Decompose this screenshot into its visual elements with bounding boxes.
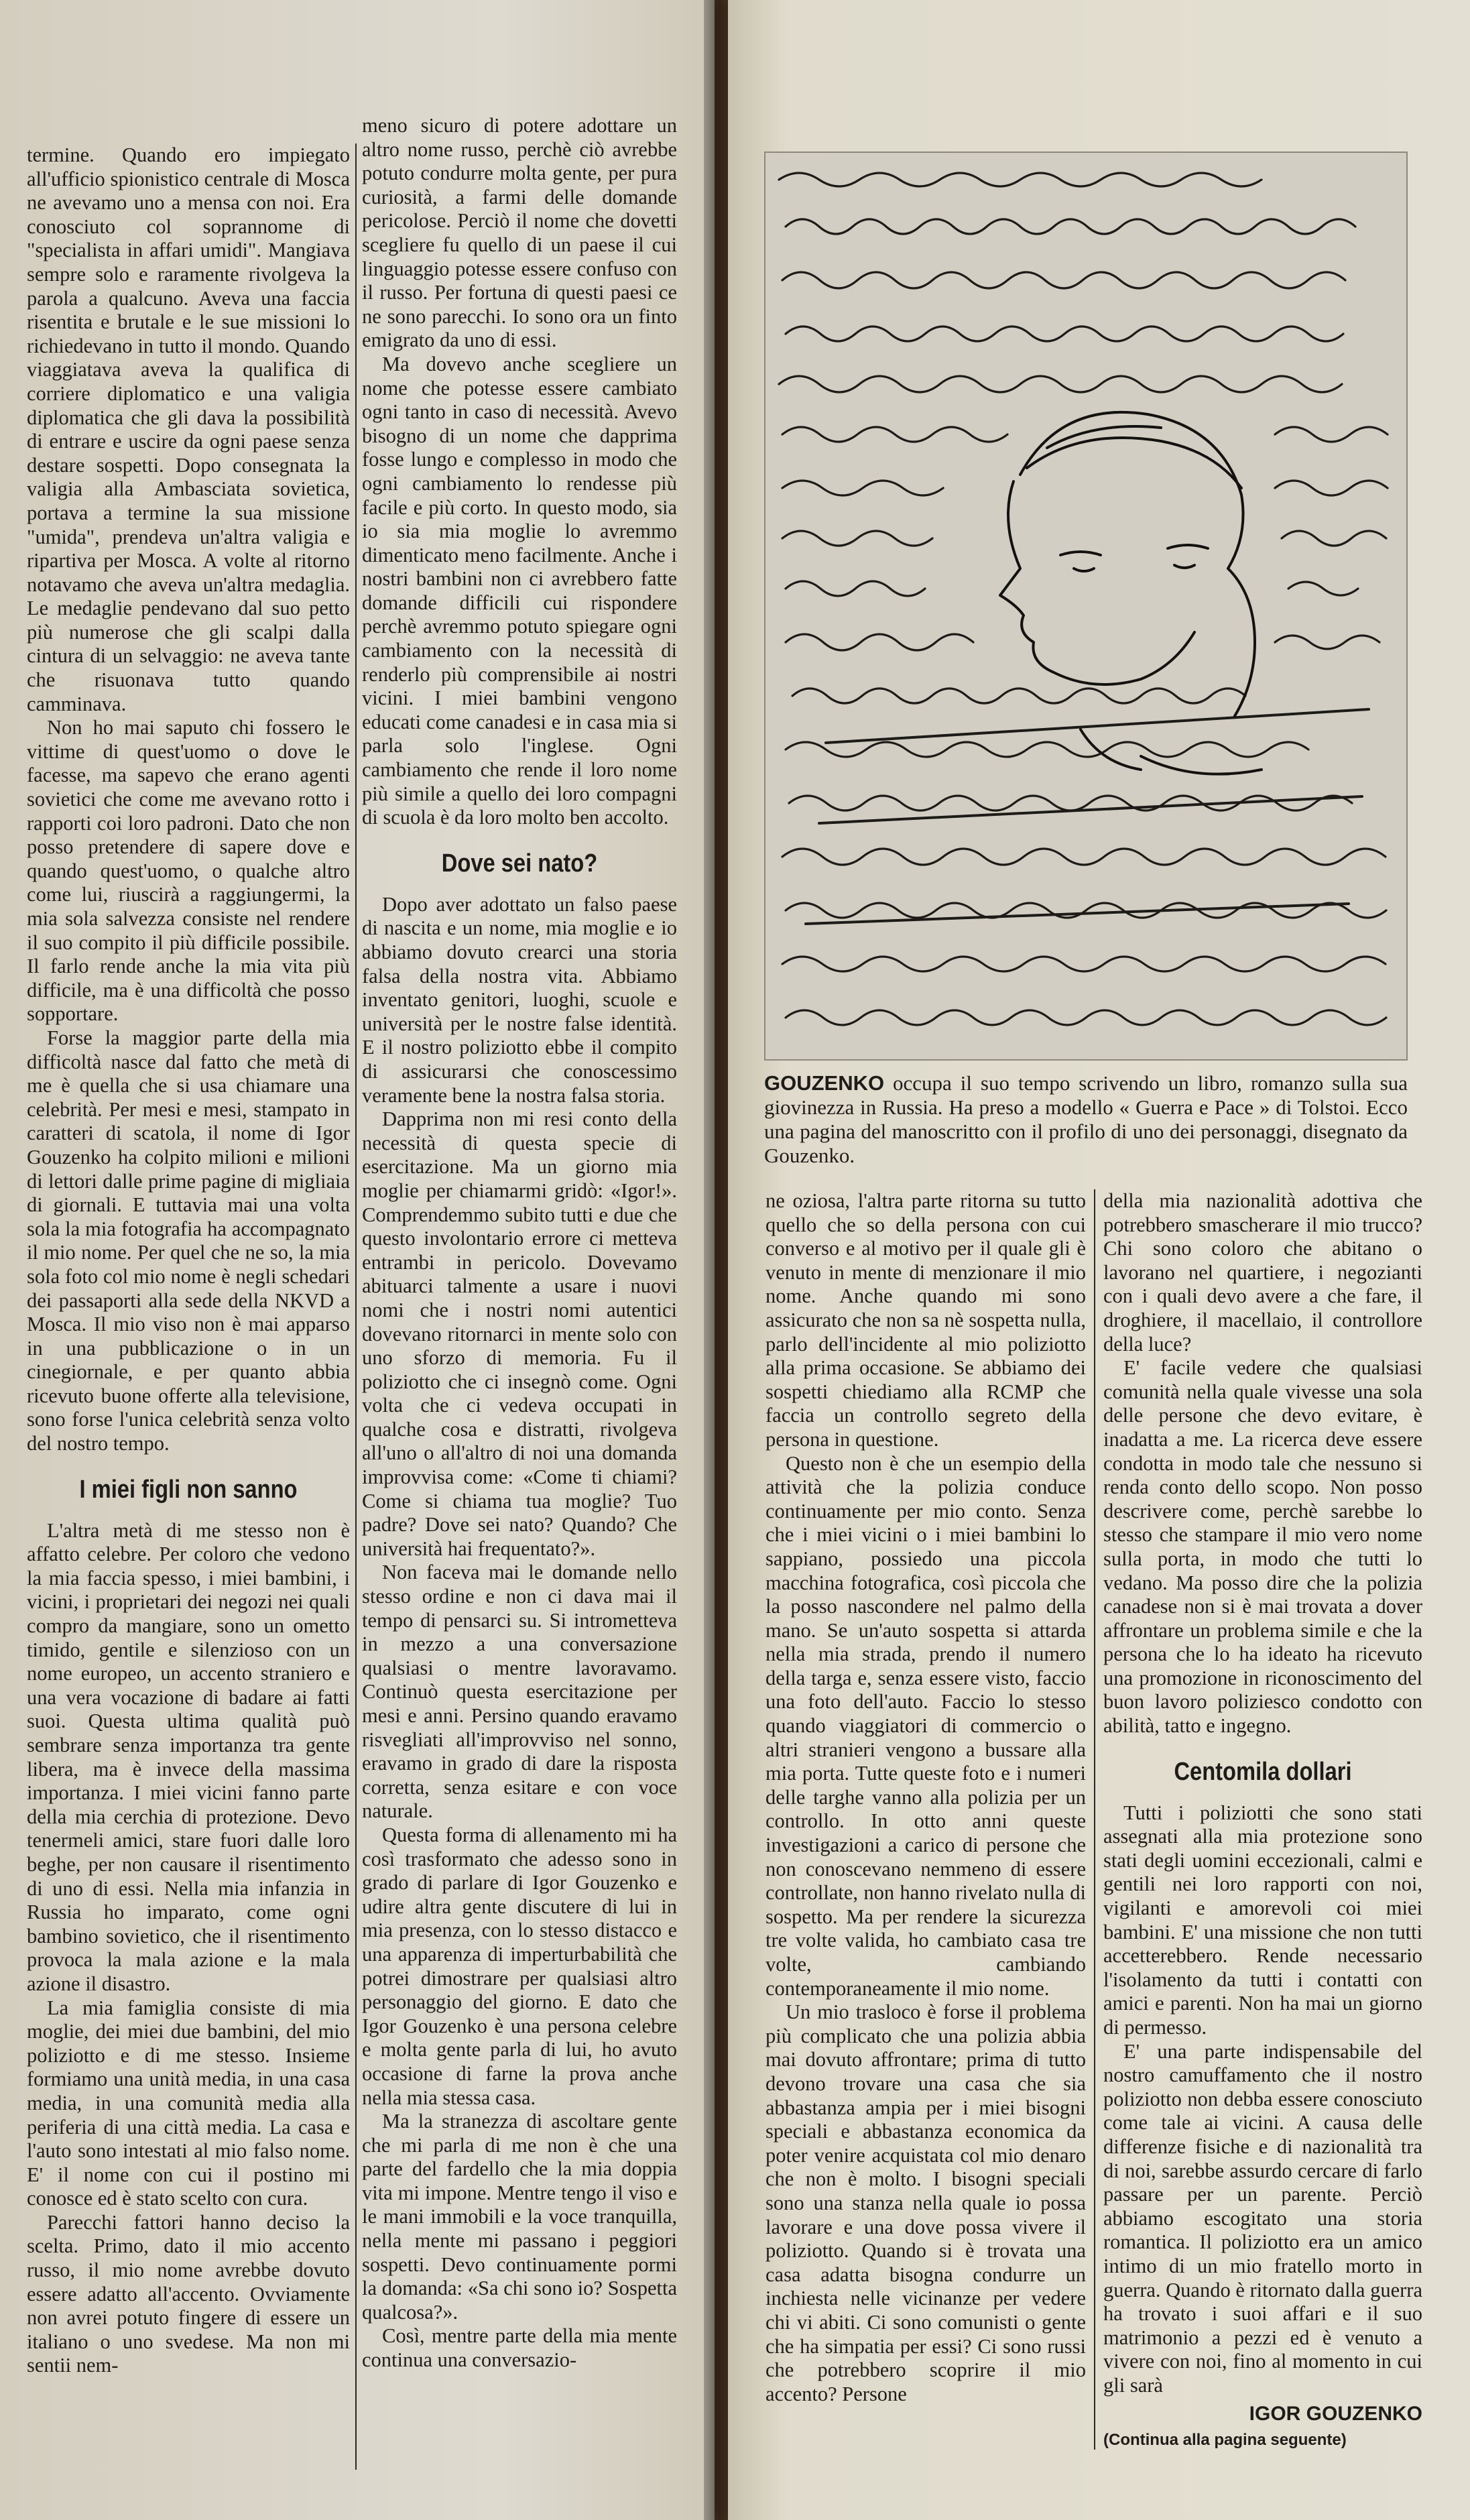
paragraph: meno sicuro di potere adottare un altro nome russo, perchè ciò avrebbe potuto condurre molta gente, per pura curiosità, a farmi delle domande pericolose. Perciò il nome che dovetti scegliere fu quello di un paese il cui linguaggio potesse essere confuso con il russo. Per fortuna di questi paesi ce ne sono parecchi. Io sono ora un finto emigrato da uno di essi. [362,114,677,352]
caption-name: GOUZENKO [764,1071,885,1095]
paragraph: Ma la stranezza di ascoltare gente che mi parla di me non è che una parte del fardello che la mia doppia vita mi impone. Mentre tengo il viso e le mani immobili e la voce tranquilla, nella mente mi passano i peggiori sospetti. Devo continuamente pormi la domanda: «Sa chi sono io? Sospetta qualcosa?». [362,2110,677,2324]
author-signature: IGOR GOUZENKO [1249,2402,1422,2425]
paragraph: Così, mentre parte della mia mente continua una conversazio- [362,2324,677,2372]
left-page-column-1 [27,143,350,2378]
paragraph: Forse la maggior parte della mia difficoltà nasce dal fatto che metà di me è quella che si usa chiamare una celebrità. Per mesi e mesi, stampato in caratteri di scatola, il nome di Igor Gouzenko ha colpito milioni e milioni di lettori dalle prime pagine di migliaia di giornali. E tuttavia mai una volta sola la mia fotografia ha accompagnato il mio nome. Per quel che ne so, la mia sola foto col mio nome è negli schedari dei passaporti alla sede della NKVD a Mosca. Il mio viso non è mai apparso in una pubblicazione o in un cinegiornale, e per quanto abbia ricevuto buone offerte alla televisione, sono forse l'unica celebrità senza volto del nostro tempo. [27,1026,350,1455]
image-caption [764,1071,1408,1168]
paragraph: ne oziosa, l'altra parte ritorna su tutto quello che so della persona con cui converso e al motivo per il quale gli è venuto in mente di menzionare il mio nome. Anche quando mi sono assicurato che non sa nè sospetta nulla, parlo dell'incidente al mio poliziotto alla prima occasione. Se abbiamo dei sospetti chiediamo alla RCMP che faccia un controllo segreto della persona in questione. [765,1189,1086,1451]
left-page [0,0,715,2520]
paragraph: La mia famiglia consiste di mia moglie, dei miei due bambini, del mio poliziotto e di me stesso. Insieme formiamo una unità media, in una casa media, in una comunità media alla periferia di una città media. La casa e l'auto sono intestati al mio falso nome. E' il nome con cui il postino mi conosce ed è stato scelto con cura. [27,1996,350,2210]
manuscript-image [764,152,1408,1061]
right-page-column-2 [1103,1189,1422,2452]
paragraph: termine. Quando ero impiegato all'ufficio spionistico centrale di Mosca ne avevamo uno a mensa con noi. Era conosciuto col soprannome di "specialista in affari umidi". Mangiava sempre solo e raramente rivolgeva la parola a qualcuno. Aveva una faccia risentita e brutale e le sue missioni lo richiedevano in tutto il mondo. Quando viaggiatava aveva la qualifica di corriere diplomatico e una valigia diplomatica che gli dava la possibilità di entrare e uscire da ogni paese senza destare sospetti. Dopo consegnata la valigia alla Ambasciata sovietica, portava a termine la sua missione "umida", prendeva un'altra valigia e ripartiva per Mosca. A volte al ritorno notavamo che aveva un'altra medaglia. Le medaglie pendevano dal suo petto più numerose che gli scalpi dalla cintura di un selvaggio: ne aveva tante che risuonava tutto quando camminava. [27,143,350,715]
paragraph: E' una parte indispensabile del nostro camuffamento che il nostro poliziotto non debba essere conosciuto come tale ai vicini. A causa delle differenze fisiche e di nazionalità tra di noi, sarebbe assurdo cercare di farlo passare per un parente. Perciò abbiamo escogitato una storia romantica. Il poliziotto era un amico intimo di un mio fratello morto in guerra. Quando è ritornato dalla guerra ha trovato i suoi affari e il suo matrimonio a pezzi ed è venuto a vivere con noi, fino al momento in cui gli sarà [1103,2039,1422,2397]
section-heading: Centomila dollari [1174,1757,1352,1786]
paragraph: Non faceva mai le domande nello stesso ordine e non ci dava mai il tempo di pensarci su. Si intrometteva in mezzo a una conversazione qualsiasi o mentre lavoravamo. Continuò questa esercitazione per mesi e anni. Persino quando eravamo risvegliati all'improvviso nel sonno, eravamo in grado di dare la risposta corretta, senza esitare e con voce naturale. [362,1561,677,1823]
section-heading: I miei figli non sanno [79,1475,298,1504]
paragraph: Dopo aver adottato un falso paese di nascita e un nome, mia moglie e io abbiamo dovuto crearci una storia falsa della nostra vita. Abbiamo inventato genitori, luoghi, scuole e università per le nostre false identità. E il nostro poliziotto ebbe il compito di assicurarsi che conoscessimo veramente bene la nostra falsa storia. [362,892,677,1107]
section-heading: Dove sei nato? [441,849,598,878]
paragraph: Parecchi fattori hanno deciso la scelta. Primo, dato il mio accento russo, il mio nome avrebbe dovuto essere adatto all'accento. Ovviamente non avrei potuto fingere di essere un italiano o uno svedese. Ma non mi sentii nem- [27,2210,350,2377]
column-rule [1094,1189,1095,2450]
paragraph: Tutti i poliziotti che sono stati assegnati alla mia protezione sono stati degli uomini eccezionali, calmi e gentili nei loro rapporti con noi, vigilanti e amorevoli coi miei bambini. E' una missione che non tutti accetterebbero. Rende necessario l'isolamento da tutti i contatti con amici e parenti. Non ha mai un giorno di permesso. [1103,1801,1422,2039]
paragraph: Questo non è che un esempio della attività che la polizia conduce continuamente per mio conto. Senza che i miei vicini o i miei bambini lo sappiano, possiedo una piccola macchina fotografica, così piccola che la posso nascondere nel palmo della mano. Se un'auto sospetta si attarda nella mia strada, prendo il numero della targa e, senza essere visto, faccio una foto dell'auto. Faccio lo stesso quando viaggiatori di commercio o altri stranieri vengono a bussare alla mia porta. Tutte queste foto e i numeri delle targhe vanno alla polizia per un controllo. In otto anni queste investigazioni a carico di persone che non conoscevano nemmeno di essere controllate, non hanno rivelato nulla di sospetto. Ma per rendere la sicurezza tre volte valida, ho cambiato casa tre volte, cambiando contemporaneamente il mio nome. [765,1451,1086,2000]
column-rule [355,143,357,2470]
paragraph: Dapprima non mi resi conto della necessità di questa specie di esercitazione. Ma un giorno mia moglie per chiamarmi gridò: «Igor!». Comprendemmo subito tutti e due che questo involontario errore ci metteva entrambi in pericolo. Dovevamo abituarci talmente a usare i nuovi nomi che i nostri nomi autentici dovevano ritornarci in mente solo con uno sforzo di memoria. Fu il poliziotto che ci insegnò come. Ogni volta che ci vedeva occupati in qualche cosa e distratti, rivolgeva all'uno o all'altro di noi una domanda improvvisa come: «Come ti chiami? Come si chiama tua moglie? Tuo padre? Dove sei nato? Quando? Che università hai frequentato?». [362,1107,677,1560]
paragraph: Un mio trasloco è forse il problema più complicato che una polizia abbia mai dovuto affrontare; prima di tutto devono trovare una casa che sia abbastanza ampia per i miei bisogni speciali e abbastanza economica da poter venire acquistata col mio denaro che non è molto. I bisogni speciali sono una stanza nella quale io possa lavorare e una dove possa vivere il poliziotto. Quando si è trovata una casa adatta bisogna condurre un inchiesta nelle vicinanze per vedere chi vi abiti. Ci sono comunisti o gente che ha simpatia per essi? Ci sono russi che potrebbero scoprire il mio accento? Persone [765,2000,1086,2405]
paragraph: Questa forma di allenamento mi ha così trasformato che adesso sono in grado di parlare di Igor Gouzenko e udire altra gente discutere di lui in mia presenza, con lo stesso distacco e una apparenza di imperturbabilità che potrei dimostrare per qualsiasi altro personaggio del giorno. E dato che Igor Gouzenko è una persona celebre e molta gente parla di lui, ho avuto occasione di farne la prova anche nella mia stessa casa. [362,1823,677,2109]
continued-note: (Continua alla pagina seguente) [1103,2431,1347,2450]
paragraph: Non ho mai saputo chi fossero le vittime di quest'uomo o dove le facesse, ma sapevo che erano agenti sovietici che come me avevano rotto i rapporti coi loro padroni. Dato che non posso pretendere di sapere dove e quando quest'uomo, o qualche altro come lui, riuscirà a raggiungermi, la mia sola salvezza consiste nel rendere il suo compito il più difficile possibile. Il farlo rende anche la mia vita più difficile, ma è una difficoltà che posso sopportare. [27,716,350,1026]
paragraph: Ma dovevo anche scegliere un nome che potesse essere cambiato ogni tanto in caso di necessità. Avevo bisogno di un nome che dapprima fosse lungo e complesso in modo che ogni cambiamento lo rendesse più facile e più corto. In questo modo, sia io sia mia moglie lo avremmo dimenticato meno facilmente. Anche i nostri bambini non ci avrebbero fatte domande difficili cui rispondere perchè avremmo potuto spiegare ogni cambiamento con la necessità di renderlo più comprensibile ai nostri vicini. I miei bambini vengono educati come canadesi e in casa mia si parla solo l'inglese. Ogni cambiamento che rende il loro nome più simile a quello dei loro compagni di scuola è da loro molto ben accolto. [362,352,677,829]
paragraph: E' facile vedere che qualsiasi comunità nella quale vivesse una sola delle persone che devo evitare, è inadatta a me. La ricerca deve essere condotta in modo tale che nessuno si renda conto dello scopo. Non posso descrivere come, perchè sarebbe lo stesso che stampare il mio vero nome sulla porta, in modo che tutti lo vedano. Ma posso dire che la polizia canadese non si è mai trovata a dover affrontare un problema simile e che la persona che lo ha ideato ha ricevuto una promozione in riconoscimento del buon lavoro poliziesco condotto con abilità, tatto e ingegno. [1103,1356,1422,1738]
left-page-column-2 [362,114,677,2373]
paragraph: L'altra metà di me stesso non è affatto celebre. Per coloro che vedono la mia faccia spesso, i miei bambini, i vicini, i proprietari dei negozi nei quali compro da mangiare, sono un ometto timido, gentile e silenzioso con un nome europeo, un accento straniero e una vera vocazione di badare ai fatti suoi. Questa ultima qualità può sembrare senza importanza tra gente libera, ma è invece della massima importanza. I miei vicini fanno parte della mia cerchia di protezione. Devo tenermeli amici, stare fuori dalle loro beghe, per non causare il risentimento di uno di essi. Nella mia infanzia in Russia ho imparato, come ogni bambino sovietico, che il risentimento provoca la mala azione e la mala azione il disastro. [27,1518,350,1995]
caption-text: occupa il suo tempo scrivendo un libro, romanzo sulla sua giovinezza in Russia. Ha preso a modello « Guerra e Pace » di Tolstoi. Ecco una pagina del manoscritto con il profilo di uno dei personaggi, disegnato da Gouzenko. [764,1071,1408,1167]
right-page-column-1 [765,1189,1086,2406]
paragraph: della mia nazionalità adottiva che potrebbero smascherare il mio trucco? Chi sono coloro che abitano o lavorano nel quartiere, i negozianti con i quali devo avere a che fare, il droghiere, il macellaio, il controllore della luce? [1103,1189,1422,1356]
manuscript-handwriting-drawing [765,153,1406,1059]
